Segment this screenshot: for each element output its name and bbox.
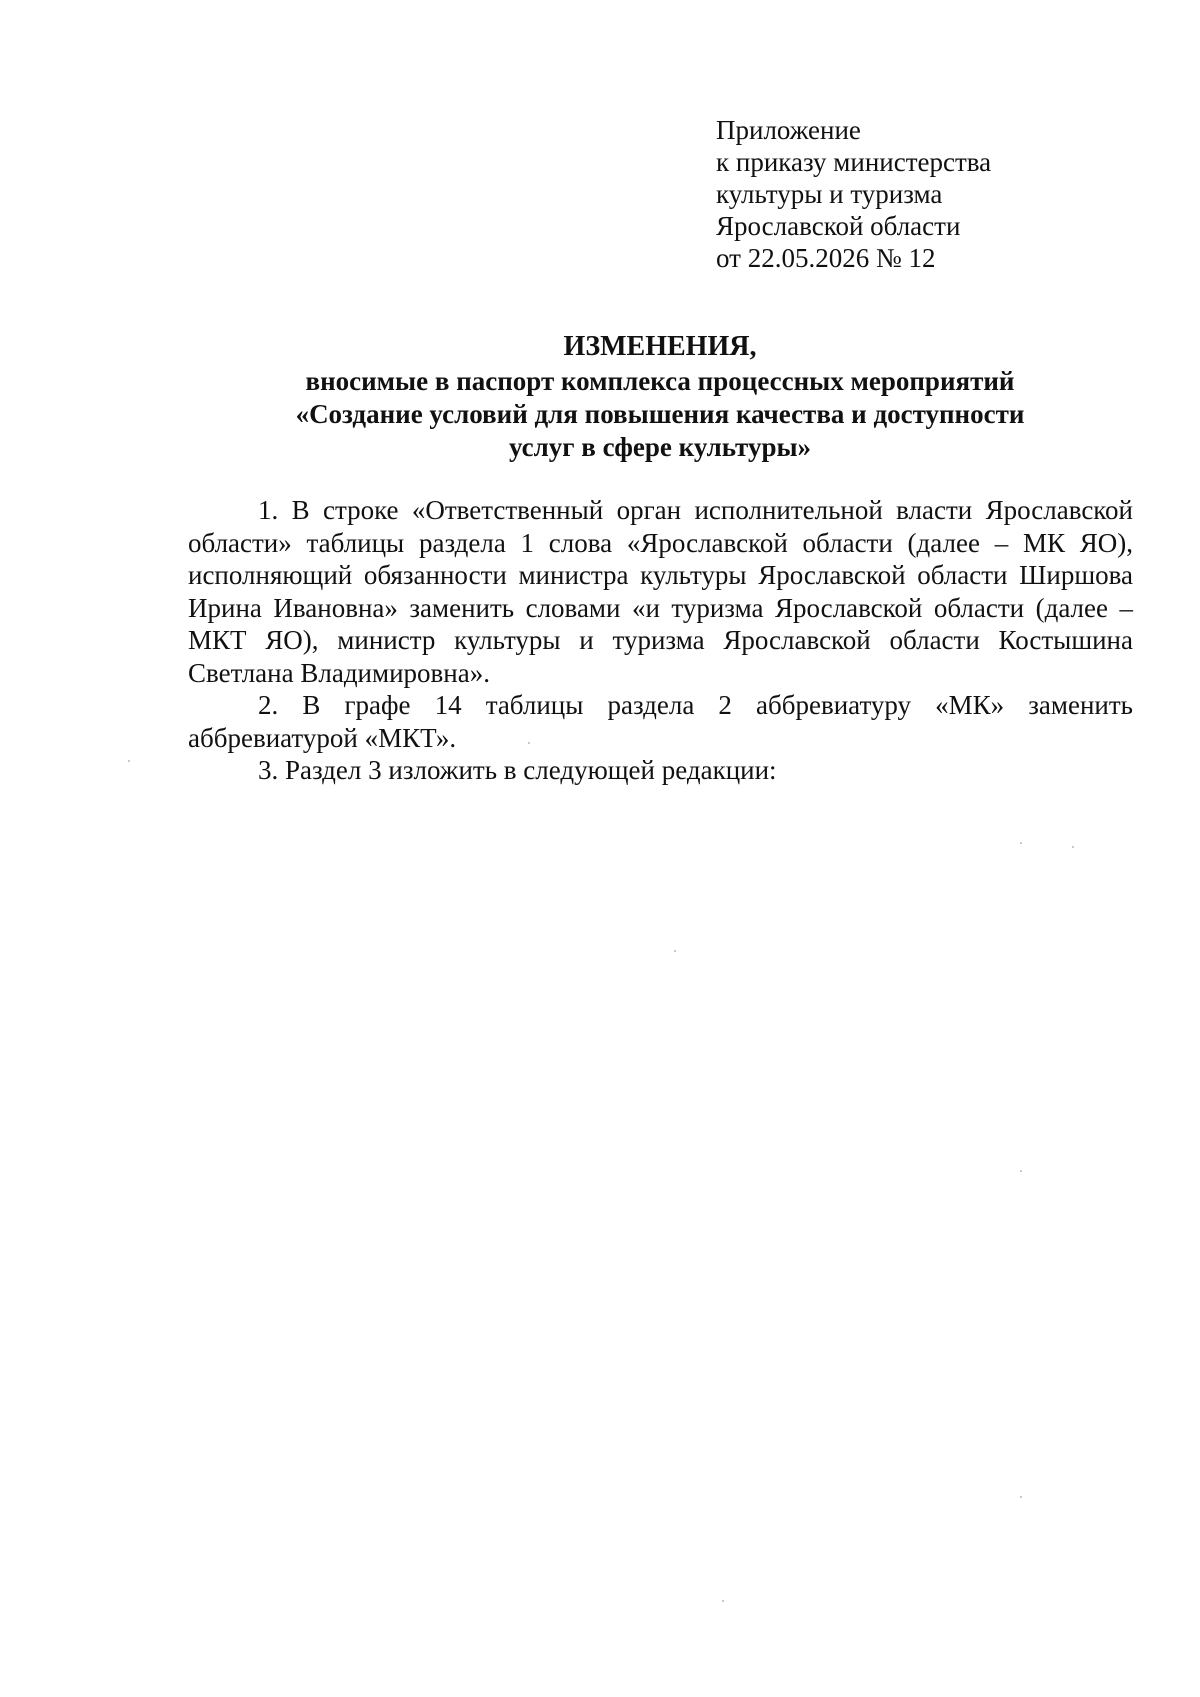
scan-speck (722, 1600, 724, 1602)
paragraph-2: 2. В графе 14 таблицы раздела 2 аббревиатуру «МК» заменить аббревиатурой «МКТ». (188, 690, 1133, 753)
scan-speck (1020, 1170, 1022, 1172)
document-body (188, 494, 1133, 787)
title-line: услуг в сфере культуры» (508, 432, 812, 462)
title-main: ИЗМЕНЕНИЯ, (563, 331, 757, 362)
paragraph-3: 3. Раздел 3 изложить в следующей редакции: (258, 755, 777, 785)
appendix-header (716, 114, 991, 274)
appendix-line: Приложение (716, 115, 861, 145)
appendix-line: культуры и туризма (716, 179, 943, 209)
title-line: «Создание условий для повышения качества и доступности (295, 399, 1025, 429)
document-title (180, 330, 1140, 464)
appendix-date-number: от 22.05.2026 № 12 (716, 243, 936, 273)
title-line: вносимые в паспорт комплекса процессных мероприятий (305, 366, 1015, 396)
appendix-line: Ярославской области (716, 211, 961, 241)
scan-speck (674, 950, 676, 952)
appendix-line: к приказу министерства (716, 147, 992, 177)
scan-speck (1020, 842, 1022, 844)
scan-speck (528, 742, 530, 744)
scan-speck (1072, 846, 1074, 848)
paragraph-1: 1. В строке «Ответственный орган исполнительной власти Ярославской области» таблицы раздела 1 слова «Ярославской области (далее – МК ЯО), исполняющий обязанности министра культуры Ярославской области Ширшова Ирина Ивановна» заменить словами «и туризма Ярославской области (далее – МКТ ЯО), министр культуры и туризма Ярославской области Костышина Светлана Владимировна». (188, 495, 1133, 688)
scan-speck (1020, 1496, 1022, 1498)
scan-speck (128, 760, 130, 762)
